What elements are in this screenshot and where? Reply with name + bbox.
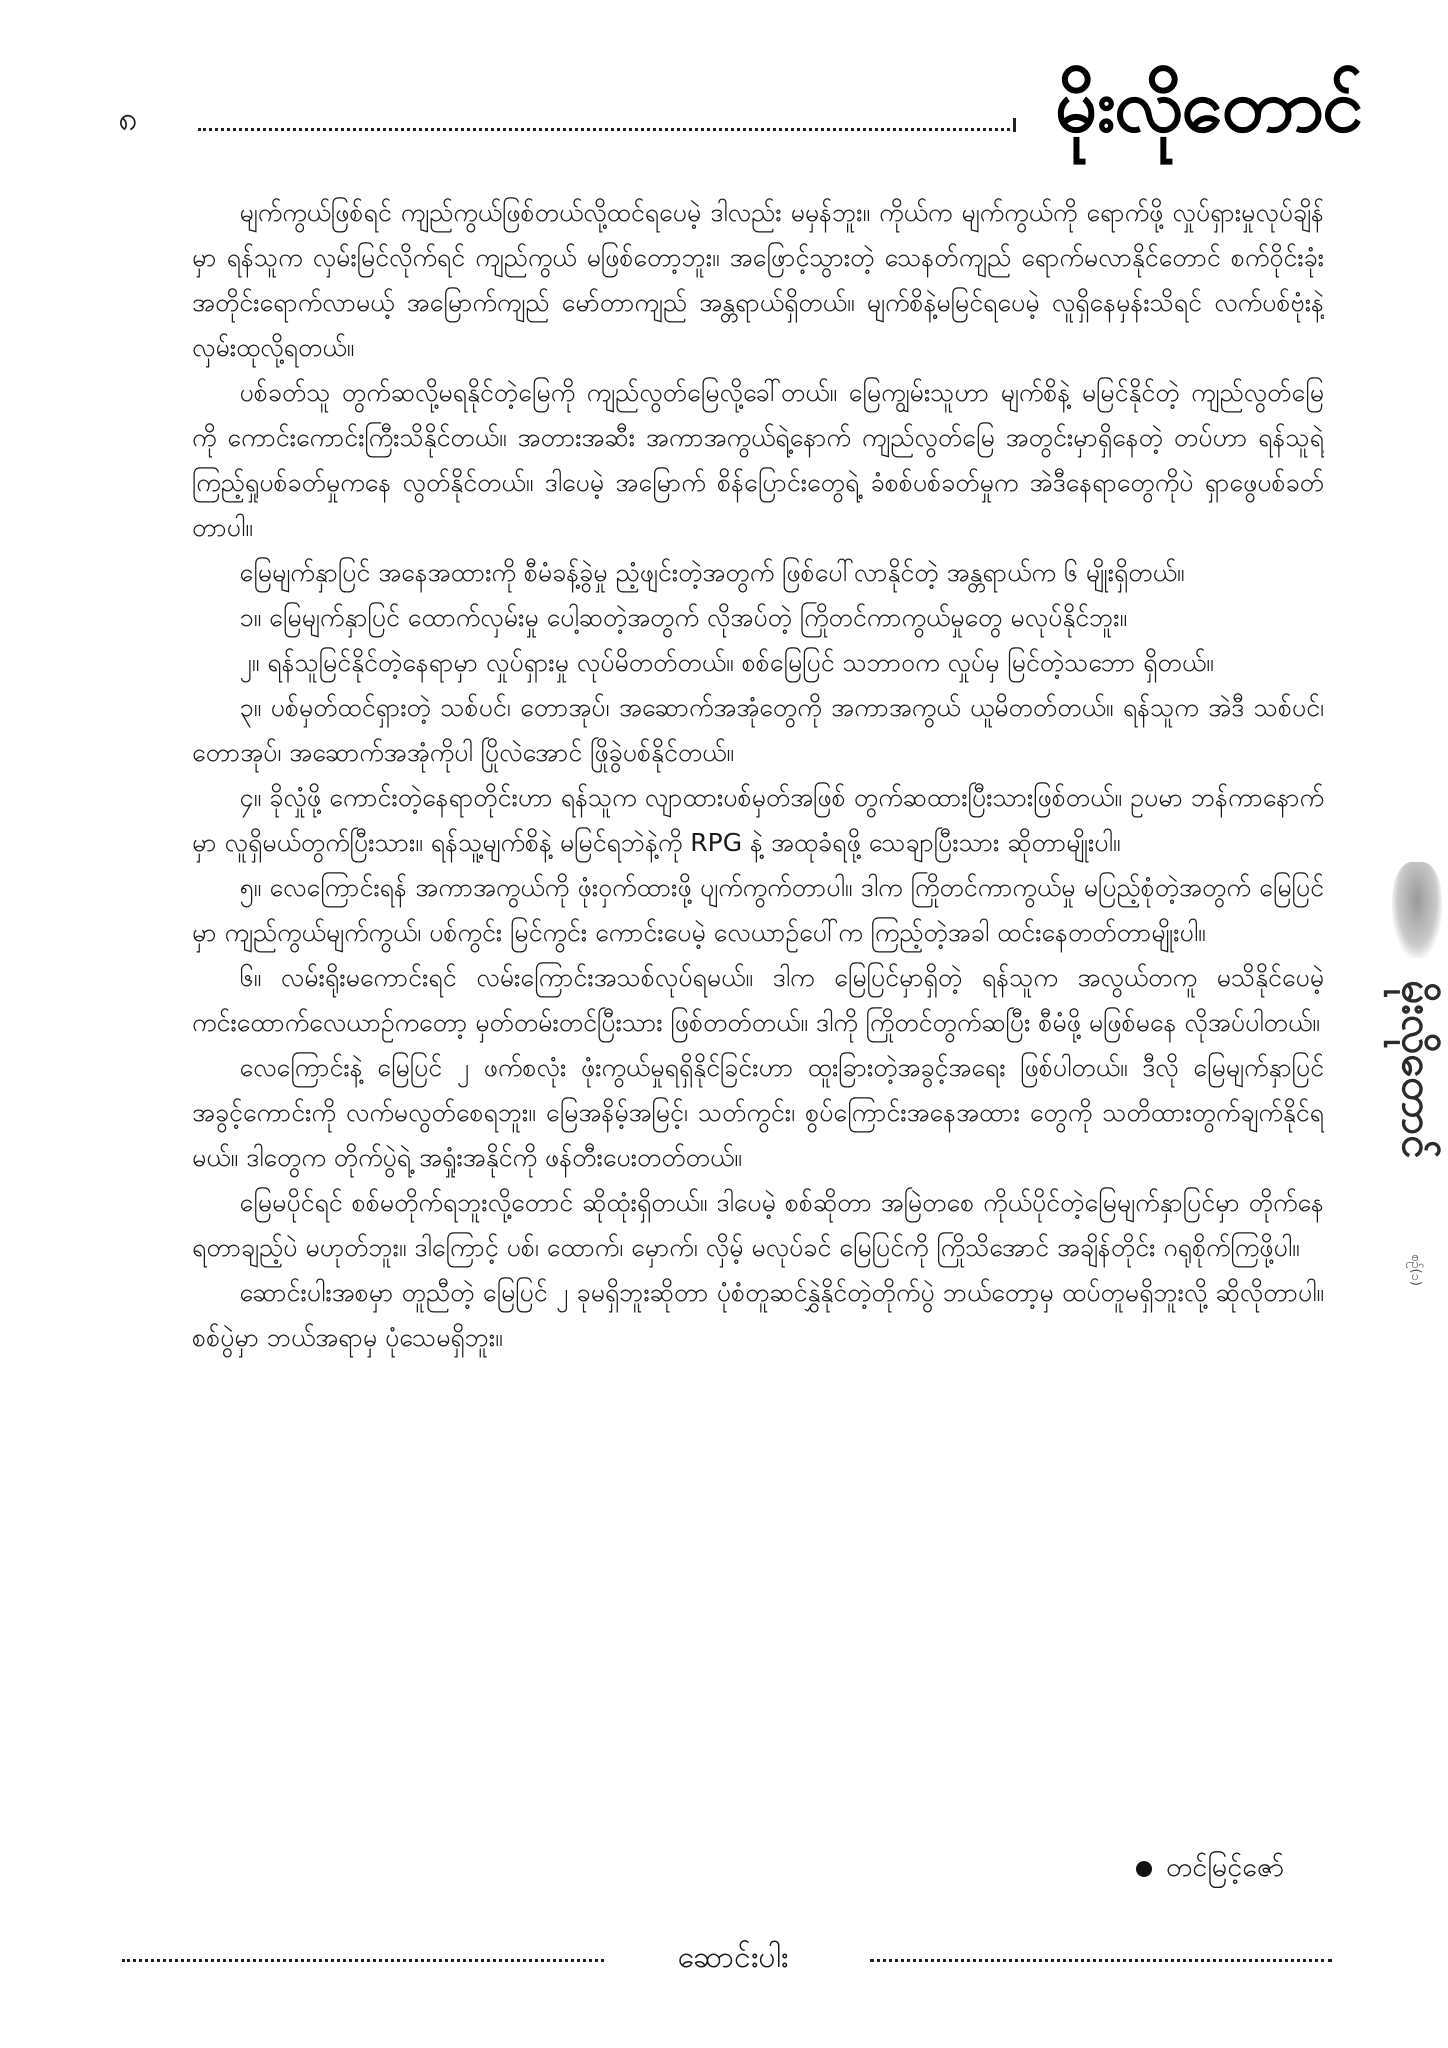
side-tab-illustration: [1392, 862, 1442, 958]
author-name: တင်မြင့်ဇော်: [1166, 1852, 1285, 1883]
list-item: ၆။ လမ်းရိုးမကောင်းရင် လမ်းကြောင်းအသစ်လုပ်ရမယ်။ ဒါက မြေပြင်မှာရှိတဲ့ ရန်သူက အလွယ်တကူ မသိနိုင်ပေမဲ့ ကင်းထောက်လေယာဉ်ကတော့ မှတ်တမ်းတင်ပြီးသား ဖြစ်တတ်တယ်။ ဒါကို ကြိုတင်တွက်ဆပြီး စီမံဖို့ မဖြစ်မနေ လိုအပ်ပါတယ်။: [192, 963, 1324, 1037]
side-tab-label: မိုးလိုတောင်: [1393, 980, 1442, 1159]
article-body: [192, 190, 1324, 1810]
paragraph: မြေမျက်နှာပြင် အနေအထားကို စီမံခန့်ခွဲမှု ညံ့ဖျင်းတဲ့အတွက် ဖြစ်ပေါ်လာနိုင်တဲ့ အန္တရာယ်က ၆ မျိုးရှိတယ်။: [239, 558, 1185, 587]
magazine-title-logo: မိုးလိုတောင်: [1055, 63, 1362, 149]
footer-section-name: ဆောင်းပါး: [677, 1940, 789, 1975]
bullet-icon: [1136, 1861, 1152, 1877]
list-item: ၄။ ခိုလှုံဖို့ ကောင်းတဲ့နေရာတိုင်းဟာ ရန်သူက လျာထားပစ်မှတ်အဖြစ် တွက်ဆထားပြီးသားဖြစ်တယ်။ ဥပမာ ဘန်ကာနောက်မှာ လူရှိမယ်တွက်ပြီးသား။ ရန်သူ့မျက်စိနဲ့ မမြင်ရဘဲနဲ့ကို RPG နဲ့ အထုခံရဖို့ သေချာပြီးသား ဆိုတာမျိုးပါ။: [192, 783, 1324, 857]
paragraph: မျက်ကွယ်ဖြစ်ရင် ကျည်ကွယ်ဖြစ်တယ်လို့ထင်ရပေမဲ့ ဒါလည်း မမှန်ဘူး။ ကိုယ်က မျက်ကွယ်ကို ရောက်ဖို့ လှုပ်ရှားမှုလုပ်ချိန်မှာ ရန်သူက လှမ်းမြင်လိုက်ရင် ကျည်ကွယ် မဖြစ်တော့ဘူး။ အဖြောင့်သွားတဲ့ သေနတ်ကျည် ရောက်မလာနိုင်တောင် စက်ဝိုင်းခုံးအတိုင်းရောက်လာမယ့် အမြောက်ကျည် မော်တာကျည် အန္တရာယ်ရှိတယ်။ မျက်စိနဲ့မမြင်ရပေမဲ့ လူရှိနေမှန်းသိရင် လက်ပစ်ဗုံးနဲ့ လှမ်းထုလို့ရတယ်။: [192, 198, 1324, 362]
page-number: ၈: [118, 99, 138, 139]
author-byline: [1136, 1848, 1284, 1888]
list-item: ၅။ လေကြောင်းရန် အကာအကွယ်ကို ဖုံးဝှက်ထားဖို့ ပျက်ကွက်တာပါ။ ဒါက ကြိုတင်ကာကွယ်မှု မပြည့်စုံတဲ့အတွက် မြေပြင်မှာ ကျည်ကွယ်မျက်ကွယ်၊ ပစ်ကွင်း မြင်ကွင်း ကောင်းပေမဲ့ လေယာဉ်ပေါ်က ကြည့်တဲ့အခါ ထင်းနေတတ်တာမျိုးပါ။: [192, 873, 1324, 947]
paragraph: လေကြောင်းနဲ့ မြေပြင် ၂ ဖက်စလုံး ဖုံးကွယ်မှုရရှိနိုင်ခြင်းဟာ ထူးခြားတဲ့အခွင့်အရေး ဖြစ်ပါတယ်။ ဒီလို မြေမျက်နှာပြင် အခွင့်ကောင်းကို လက်မလွတ်စေရဘူး။ မြေအနိမ့်အမြင့်၊ သတ်ကွင်း၊ စွပ်ကြောင်းအနေအထား တွေကို သတိထားတွက်ချက်နိုင်ရမယ်။ ဒါတွေက တိုက်ပွဲရဲ့ အရှုံးအနိုင်ကို ဖန်တီးပေးတတ်တယ်။: [192, 1053, 1324, 1172]
side-tab: [1386, 862, 1448, 1382]
list-item: ၂။ ရန်သူမြင်နိုင်တဲ့နေရာမှာ လှုပ်ရှားမှု လုပ်မိတတ်တယ်။ စစ်မြေပြင် သဘာဝက လှုပ်မှ မြင်တဲ့သဘော ရှိတယ်။: [239, 648, 1214, 677]
paragraph: မြေမပိုင်ရင် စစ်မတိုက်ရဘူးလို့တောင် ဆိုထုံးရှိတယ်။ ဒါပေမဲ့ စစ်ဆိုတာ အမြဲတစေ ကိုယ်ပိုင်တဲ့မြေမျက်နှာပြင်မှာ တိုက်နေရတာချည့်ပဲ မဟုတ်ဘူး။ ဒါကြောင့် ပစ်၊ ထောက်၊ မှောက်၊ လှိမ့် မလုပ်ခင် မြေပြင်ကို ကြိုသိအောင် အချိန်တိုင်း ဂရုစိုက်ကြဖို့ပါ။: [192, 1188, 1324, 1262]
paragraph: ပစ်ခတ်သူ တွက်ဆလို့မရနိုင်တဲ့မြေကို ကျည်လွတ်မြေလို့ခေါ်တယ်။ မြေကျွမ်းသူဟာ မျက်စိနဲ့ မမြင်နိုင်တဲ့ ကျည်လွတ်မြေကို ကောင်းကောင်းကြီးသိနိုင်တယ်။ အတားအဆီး အကာအကွယ်ရဲ့နောက် ကျည်လွတ်မြေ အတွင်းမှာရှိနေတဲ့ တပ်ဟာ ရန်သူရဲ့ ကြည့်ရှုပစ်ခတ်မှုကနေ လွတ်နိုင်တယ်။ ဒါပေမဲ့ အမြောက် စိန်ပြောင်းတွေရဲ့ ခံစစ်ပစ်ခတ်မှုက အဲဒီနေရာတွေကိုပဲ ရှာဖွေပစ်ခတ်တာပါ။: [192, 378, 1324, 542]
list-item: ၃။ ပစ်မှတ်ထင်ရှားတဲ့ သစ်ပင်၊ တောအုပ်၊ အဆောက်အအုံတွေကို အကာအကွယ် ယူမိတတ်တယ်။ ရန်သူက အဲဒီ သစ်ပင်၊ တောအုပ်၊ အဆောက်အအုံကိုပါ ပြိုလဲအောင် ဖြိုခွဲပစ်နိုင်တယ်။: [192, 693, 1324, 767]
side-tab-issue-text: စဉ်(၁): [1408, 1254, 1423, 1286]
header-dotted-rule: [198, 128, 1016, 131]
footer-dotted-rule-left: [122, 1959, 604, 1962]
footer-dotted-rule-right: [870, 1959, 1332, 1962]
paragraph: ဆောင်းပါးအစမှာ တူညီတဲ့ မြေပြင် ၂ ခုမရှိဘူးဆိုတာ ပုံစံတူဆင်နွှဲနိုင်တဲ့တိုက်ပွဲ ဘယ်တော့မှ ထပ်တူမရှိဘူးလို့ ဆိုလိုတာပါ။ စစ်ပွဲမှာ ဘယ်အရာမှ ပုံသေမရှိဘူး။: [192, 1278, 1324, 1352]
list-item: ၁။ မြေမျက်နှာပြင် ထောက်လှမ်းမှု ပေါ့ဆတဲ့အတွက် လိုအပ်တဲ့ ကြိုတင်ကာကွယ်မှုတွေ မလုပ်နိုင်ဘူး။: [239, 603, 1128, 632]
header-rule-end-mark: [1013, 118, 1016, 132]
